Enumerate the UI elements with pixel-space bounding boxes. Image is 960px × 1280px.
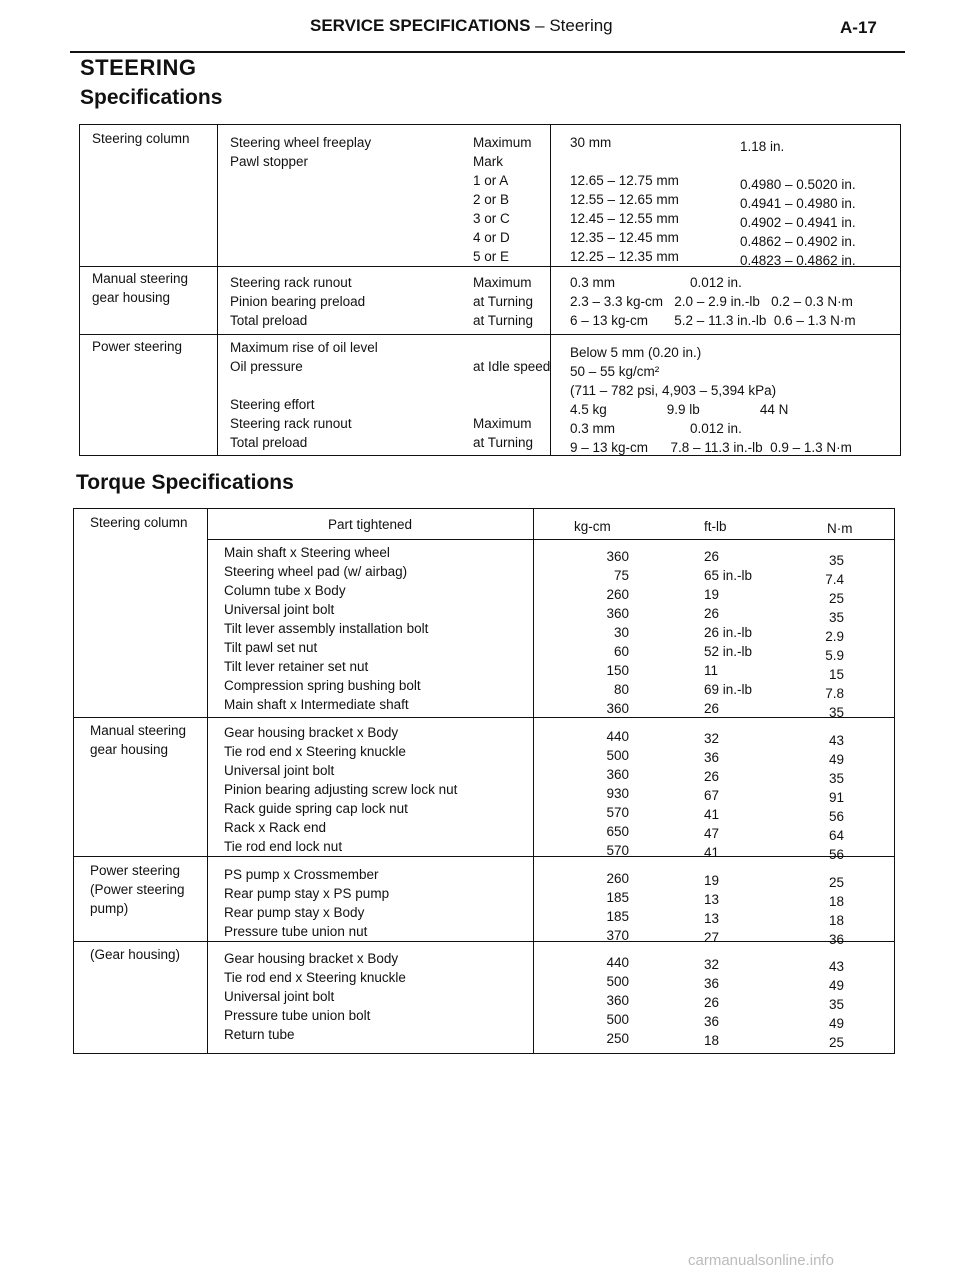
line-item: Steering effort xyxy=(230,397,315,412)
torque-nm-list xyxy=(774,957,844,1052)
line-item: Power steering xyxy=(92,339,183,354)
line-item: at Turning xyxy=(473,294,534,309)
torque-table xyxy=(73,508,895,1054)
line-item: 64 xyxy=(828,828,844,843)
line-item: 360 xyxy=(606,606,629,621)
line-item: Power steering xyxy=(90,863,181,878)
col-ft-header: ft-lb xyxy=(704,519,727,534)
spec-group-label xyxy=(92,269,188,307)
line-item: Rack x Rack end xyxy=(224,820,327,835)
line-item: at Turning xyxy=(473,313,534,328)
line-item: 50 – 55 kg/cm² xyxy=(570,364,660,379)
line-item: 26 xyxy=(704,549,720,564)
line-item: 36 xyxy=(828,932,844,947)
line-item: 370 xyxy=(606,928,629,943)
torque-group-label xyxy=(90,721,186,759)
line-item xyxy=(473,376,547,395)
specifications-heading: Specifications xyxy=(80,86,223,109)
line-item: Below 5 mm (0.20 in.) xyxy=(570,345,702,360)
torque-ft-list xyxy=(704,547,752,718)
spec-metric-list xyxy=(570,133,679,266)
line-item: Steering rack runout xyxy=(230,275,352,290)
torque-kg-list xyxy=(549,869,629,945)
line-item: Compression spring bushing bolt xyxy=(224,678,421,693)
line-item: Steering column xyxy=(90,515,188,530)
line-item: (711 – 782 psi, 4,903 – 5,394 kPa) xyxy=(570,383,777,398)
torque-nm-list xyxy=(774,731,844,864)
torque-group-label xyxy=(90,945,180,964)
line-item: Oil pressure xyxy=(230,359,303,374)
section-title: STEERING xyxy=(80,55,197,80)
torque-heading: Torque Specifications xyxy=(76,471,294,494)
line-item: 2 or B xyxy=(473,192,510,207)
line-item: 18 xyxy=(704,1033,720,1048)
line-item: Rear pump stay x Body xyxy=(224,905,365,920)
spec-item-list xyxy=(230,338,378,452)
line-item: Return tube xyxy=(224,1027,295,1042)
header-title: SERVICE SPECIFICATIONS – Steering xyxy=(310,16,613,35)
line-item: Gear housing bracket x Body xyxy=(224,725,399,740)
line-item: 49 xyxy=(828,1016,844,1031)
line-item: 43 xyxy=(828,733,844,748)
line-item: 19 xyxy=(704,873,720,888)
line-item: (Gear housing) xyxy=(90,947,181,962)
line-item: 25 xyxy=(828,875,844,890)
line-item: Main shaft x Steering wheel xyxy=(224,545,390,560)
line-item: 185 xyxy=(606,890,629,905)
line-item: 440 xyxy=(606,955,629,970)
line-item: (Power steering xyxy=(90,882,185,897)
line-item: 30 mm xyxy=(570,135,612,150)
line-item: gear housing xyxy=(92,290,171,305)
line-item: Maximum xyxy=(473,275,532,290)
line-item: 35 xyxy=(828,705,844,720)
header-rule xyxy=(70,51,905,53)
line-item: 25 xyxy=(828,1035,844,1050)
torque-group-label xyxy=(90,861,185,918)
line-item: 35 xyxy=(828,997,844,1012)
line-item: 15 xyxy=(828,667,844,682)
line-item: Universal joint bolt xyxy=(224,989,335,1004)
spec-imperial-list xyxy=(740,137,856,270)
line-item: Maximum xyxy=(473,135,532,150)
line-item: 0.4902 – 0.4941 in. xyxy=(740,215,856,230)
line-item: 18 xyxy=(828,894,844,909)
line-item: 12.25 – 12.35 mm xyxy=(570,249,679,264)
line-item: 12.35 – 12.45 mm xyxy=(570,230,679,245)
line-item: 650 xyxy=(606,824,629,839)
line-item: Tie rod end lock nut xyxy=(224,839,343,854)
line-item: Steering rack runout xyxy=(230,416,352,431)
torque-nm-list xyxy=(774,551,844,722)
line-item: 26 xyxy=(704,701,720,716)
line-item: 80 xyxy=(613,682,629,697)
line-item: 250 xyxy=(606,1031,629,1046)
line-item: Total preload xyxy=(230,435,308,450)
line-item: 260 xyxy=(606,587,629,602)
line-item: 500 xyxy=(606,974,629,989)
line-item xyxy=(230,376,378,395)
line-item: gear housing xyxy=(90,742,169,757)
line-item: Pinion bearing adjusting screw lock nut xyxy=(224,782,458,797)
line-item: 1.18 in. xyxy=(740,139,785,154)
line-item: 36 xyxy=(704,976,720,991)
spec-condition-list xyxy=(473,273,533,330)
spec-item-list xyxy=(230,133,371,171)
line-item: 32 xyxy=(704,957,720,972)
line-item: 570 xyxy=(606,843,629,858)
line-item: 18 xyxy=(828,913,844,928)
line-item: 13 xyxy=(704,892,720,907)
line-item: 5 or E xyxy=(473,249,510,264)
line-item: Tilt pawl set nut xyxy=(224,640,318,655)
line-item: 360 xyxy=(606,549,629,564)
line-item: 30 xyxy=(613,625,629,640)
line-item: 500 xyxy=(606,1012,629,1027)
torque-group-label xyxy=(90,513,188,532)
line-item: 27 xyxy=(704,930,720,945)
line-item: Mark xyxy=(473,154,503,169)
line-item: 47 xyxy=(704,826,720,841)
line-item: 19 xyxy=(704,587,720,602)
torque-ft-list xyxy=(704,729,719,862)
line-item: 49 xyxy=(828,752,844,767)
line-item: 91 xyxy=(828,790,844,805)
specifications-table xyxy=(79,124,901,456)
line-item: 0.4980 – 0.5020 in. xyxy=(740,177,856,192)
line-item: 13 xyxy=(704,911,720,926)
torque-part-list xyxy=(224,543,428,714)
line-item: 930 xyxy=(606,786,629,801)
line-item: Steering wheel freeplay xyxy=(230,135,372,150)
line-item: Column tube x Body xyxy=(224,583,346,598)
line-item: at Turning xyxy=(473,435,534,450)
line-item: at Idle speed xyxy=(473,359,551,374)
line-item: 26 xyxy=(704,769,720,784)
line-item: 1 or A xyxy=(473,173,509,188)
torque-ft-list xyxy=(704,871,719,947)
line-item: 0.4941 – 0.4980 in. xyxy=(740,196,856,211)
line-item: 35 xyxy=(828,553,844,568)
line-item: 36 xyxy=(704,750,720,765)
line-item: 0.3 mm 0.012 in. xyxy=(570,421,742,436)
line-item: PS pump x Crossmember xyxy=(224,867,379,882)
line-item xyxy=(740,156,856,175)
line-item: Tilt lever assembly installation bolt xyxy=(224,621,429,636)
line-item: 150 xyxy=(606,663,629,678)
line-item: 60 xyxy=(613,644,629,659)
line-item: 185 xyxy=(606,909,629,924)
line-item: Maximum rise of oil level xyxy=(230,340,378,355)
line-item: Tie rod end x Steering knuckle xyxy=(224,744,406,759)
line-item xyxy=(473,338,547,357)
line-item: 360 xyxy=(606,993,629,1008)
line-item: 260 xyxy=(606,871,629,886)
line-item: 360 xyxy=(606,767,629,782)
line-item: 2.9 xyxy=(825,629,844,644)
line-item: Pinion bearing preload xyxy=(230,294,366,309)
line-item: 4.5 kg 9.9 lb 44 N xyxy=(570,402,789,417)
line-item: Manual steering xyxy=(92,271,189,286)
line-item: Total preload xyxy=(230,313,308,328)
line-item: 41 xyxy=(704,807,720,822)
line-item: 7.8 xyxy=(825,686,844,701)
line-item: 360 xyxy=(606,701,629,716)
line-item: 67 xyxy=(704,788,720,803)
line-item: 570 xyxy=(606,805,629,820)
line-item: 41 xyxy=(704,845,720,860)
line-item: 56 xyxy=(828,847,844,862)
line-item: 11 xyxy=(704,663,719,678)
spec-value-list xyxy=(570,273,856,330)
torque-part-list xyxy=(224,865,389,941)
line-item: 500 xyxy=(606,748,629,763)
spec-condition-list xyxy=(473,338,551,452)
line-item: Rack guide spring cap lock nut xyxy=(224,801,408,816)
line-item: 69 in.-lb xyxy=(704,682,753,697)
col-part-header: Part tightened xyxy=(327,517,413,532)
line-item: 56 xyxy=(828,809,844,824)
line-item: 0.4823 – 0.4862 in. xyxy=(740,253,856,268)
line-item: 12.65 – 12.75 mm xyxy=(570,173,679,188)
line-item: Main shaft x Intermediate shaft xyxy=(224,697,409,712)
line-item: Tilt lever retainer set nut xyxy=(224,659,369,674)
line-item: Steering column xyxy=(92,131,190,146)
line-item: Steering wheel pad (w/ airbag) xyxy=(224,564,408,579)
line-item: 0.3 mm 0.012 in. xyxy=(570,275,742,290)
line-item: 36 xyxy=(704,1014,720,1029)
line-item: Universal joint bolt xyxy=(224,602,335,617)
line-item: Pressure tube union nut xyxy=(224,924,368,939)
line-item: Pressure tube union bolt xyxy=(224,1008,371,1023)
line-item: Gear housing bracket x Body xyxy=(224,951,399,966)
line-item: 0.4862 – 0.4902 in. xyxy=(740,234,856,249)
line-item: 52 in.-lb xyxy=(704,644,753,659)
line-item: 3 or C xyxy=(473,211,510,226)
line-item: 26 xyxy=(704,995,720,1010)
line-item: 5.9 xyxy=(825,648,844,663)
line-item: Pawl stopper xyxy=(230,154,309,169)
col-nm-header: N·m xyxy=(827,521,853,536)
spec-value-list xyxy=(570,343,852,457)
line-item: Maximum xyxy=(473,416,532,431)
torque-kg-list xyxy=(549,727,629,860)
line-item: 2.3 – 3.3 kg-cm 2.0 – 2.9 in.-lb 0.2 – 0.3 N·m xyxy=(570,294,853,309)
line-item: 6 – 13 kg-cm 5.2 – 11.3 in.-lb 0.6 – 1.3 N·m xyxy=(570,313,856,328)
line-item: 26 xyxy=(704,606,720,621)
torque-nm-list xyxy=(774,873,844,949)
line-item: 4 or D xyxy=(473,230,510,245)
line-item: 12.45 – 12.55 mm xyxy=(570,211,679,226)
torque-part-list xyxy=(224,949,406,1044)
line-item: 25 xyxy=(828,591,844,606)
spec-group-label xyxy=(92,337,182,356)
spec-item-list xyxy=(230,273,365,330)
line-item: 43 xyxy=(828,959,844,974)
line-item: 35 xyxy=(828,771,844,786)
watermark: carmanualsonline.info xyxy=(688,1252,834,1269)
line-item: 440 xyxy=(606,729,629,744)
line-item: pump) xyxy=(90,901,129,916)
line-item: 9 – 13 kg-cm 7.8 – 11.3 in.-lb 0.9 – 1.3 N·m xyxy=(570,440,852,455)
page-number: A-17 xyxy=(840,18,877,37)
torque-part-list xyxy=(224,723,457,856)
torque-ft-list xyxy=(704,955,719,1050)
page-header xyxy=(0,14,960,38)
torque-kg-list xyxy=(549,547,629,718)
col-kg-header: kg-cm xyxy=(574,519,611,534)
line-item: Manual steering xyxy=(90,723,187,738)
line-item: Universal joint bolt xyxy=(224,763,335,778)
spec-condition-list xyxy=(473,133,532,266)
line-item: 75 xyxy=(613,568,629,583)
line-item xyxy=(473,395,547,414)
line-item: 12.55 – 12.65 mm xyxy=(570,192,679,207)
line-item: Tie rod end x Steering knuckle xyxy=(224,970,406,985)
torque-kg-list xyxy=(549,953,629,1048)
line-item xyxy=(570,152,679,171)
line-item: 65 in.-lb xyxy=(704,568,753,583)
line-item: 7.4 xyxy=(825,572,844,587)
line-item: 26 in.-lb xyxy=(704,625,753,640)
line-item: 35 xyxy=(828,610,844,625)
line-item: Rear pump stay x PS pump xyxy=(224,886,390,901)
line-item: 49 xyxy=(828,978,844,993)
spec-group-label xyxy=(92,129,190,148)
line-item: 32 xyxy=(704,731,720,746)
